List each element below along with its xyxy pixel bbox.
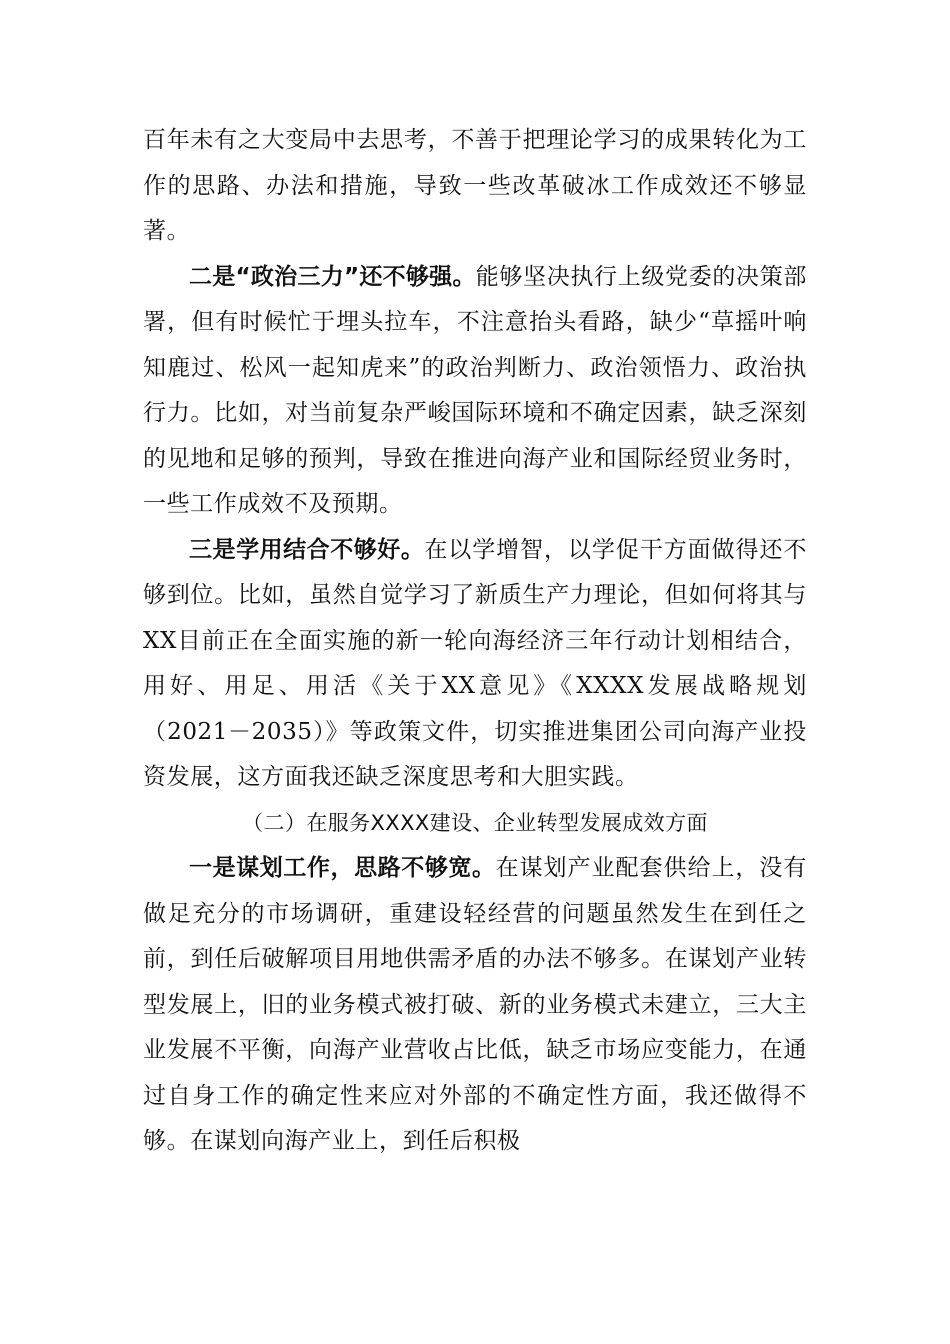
paragraph-text: 在以学增智，以学促干方面做得还不够到位。比如，虽然自觉学习了新质生产力理论，但如何将其与XX目前正在全面实施的新一轮向海经济三年行动计划相结合，用好、用足、用活《关于XX意见》《XXXX发展战略规划（2021－2035）》等政策文件，切实推进集团公司向海产业投资发展，这方面我还缺乏深度思考和大胆实践。	[143, 536, 807, 790]
section-heading: （二）在服务XXXX建设、企业转型发展成效方面	[242, 810, 708, 835]
paragraph-text: 在谋划产业配套供给上，没有做足充分的市场调研，重建设轻经营的问题虽然发生在到任之前，到任后破解项目用地供需矛盾的办法不够多。在谋划产业转型发展上，旧的业务模式被打破、新的业务模式未建立，三大主业发展不平衡，向海产业营收占比低，缺乏市场应变能力，在通过自身工作的确定性来应对外部的不确定性方面，我还做得不够。在谋划向海产业上，到任后积极	[143, 855, 807, 1154]
paragraph-political-capacity	[143, 255, 807, 528]
paragraph-continuation: 百年未有之大变局中去思考，不善于把理论学习的成果转化为工作的思路、办法和措施，导致一些改革破冰工作成效还不够显著。	[143, 127, 807, 244]
paragraph-lead: 三是学用结合不够好。	[189, 536, 425, 563]
document-body	[143, 118, 807, 1165]
paragraph-lead: 二是“政治三力”还不够强。	[189, 263, 476, 290]
paragraph-study-application	[143, 528, 807, 801]
paragraph-lead: 一是谋划工作，思路不够宽。	[189, 855, 496, 881]
paragraph-planning-work	[143, 846, 807, 1165]
paragraph-text: 能够坚决执行上级党委的决策部署，但有时候忙于埋头拉车，不注意抬头看路，缺少“草摇叶响知鹿过、松风一起知虎来”的政治判断力、政治领悟力、政治执行力。比如，对当前复杂严峻国际环境和不确定因素，缺乏深刻的见地和足够的预判，导致在推进向海产业和国际经贸业务时，一些工作成效不及预期。	[143, 263, 807, 517]
